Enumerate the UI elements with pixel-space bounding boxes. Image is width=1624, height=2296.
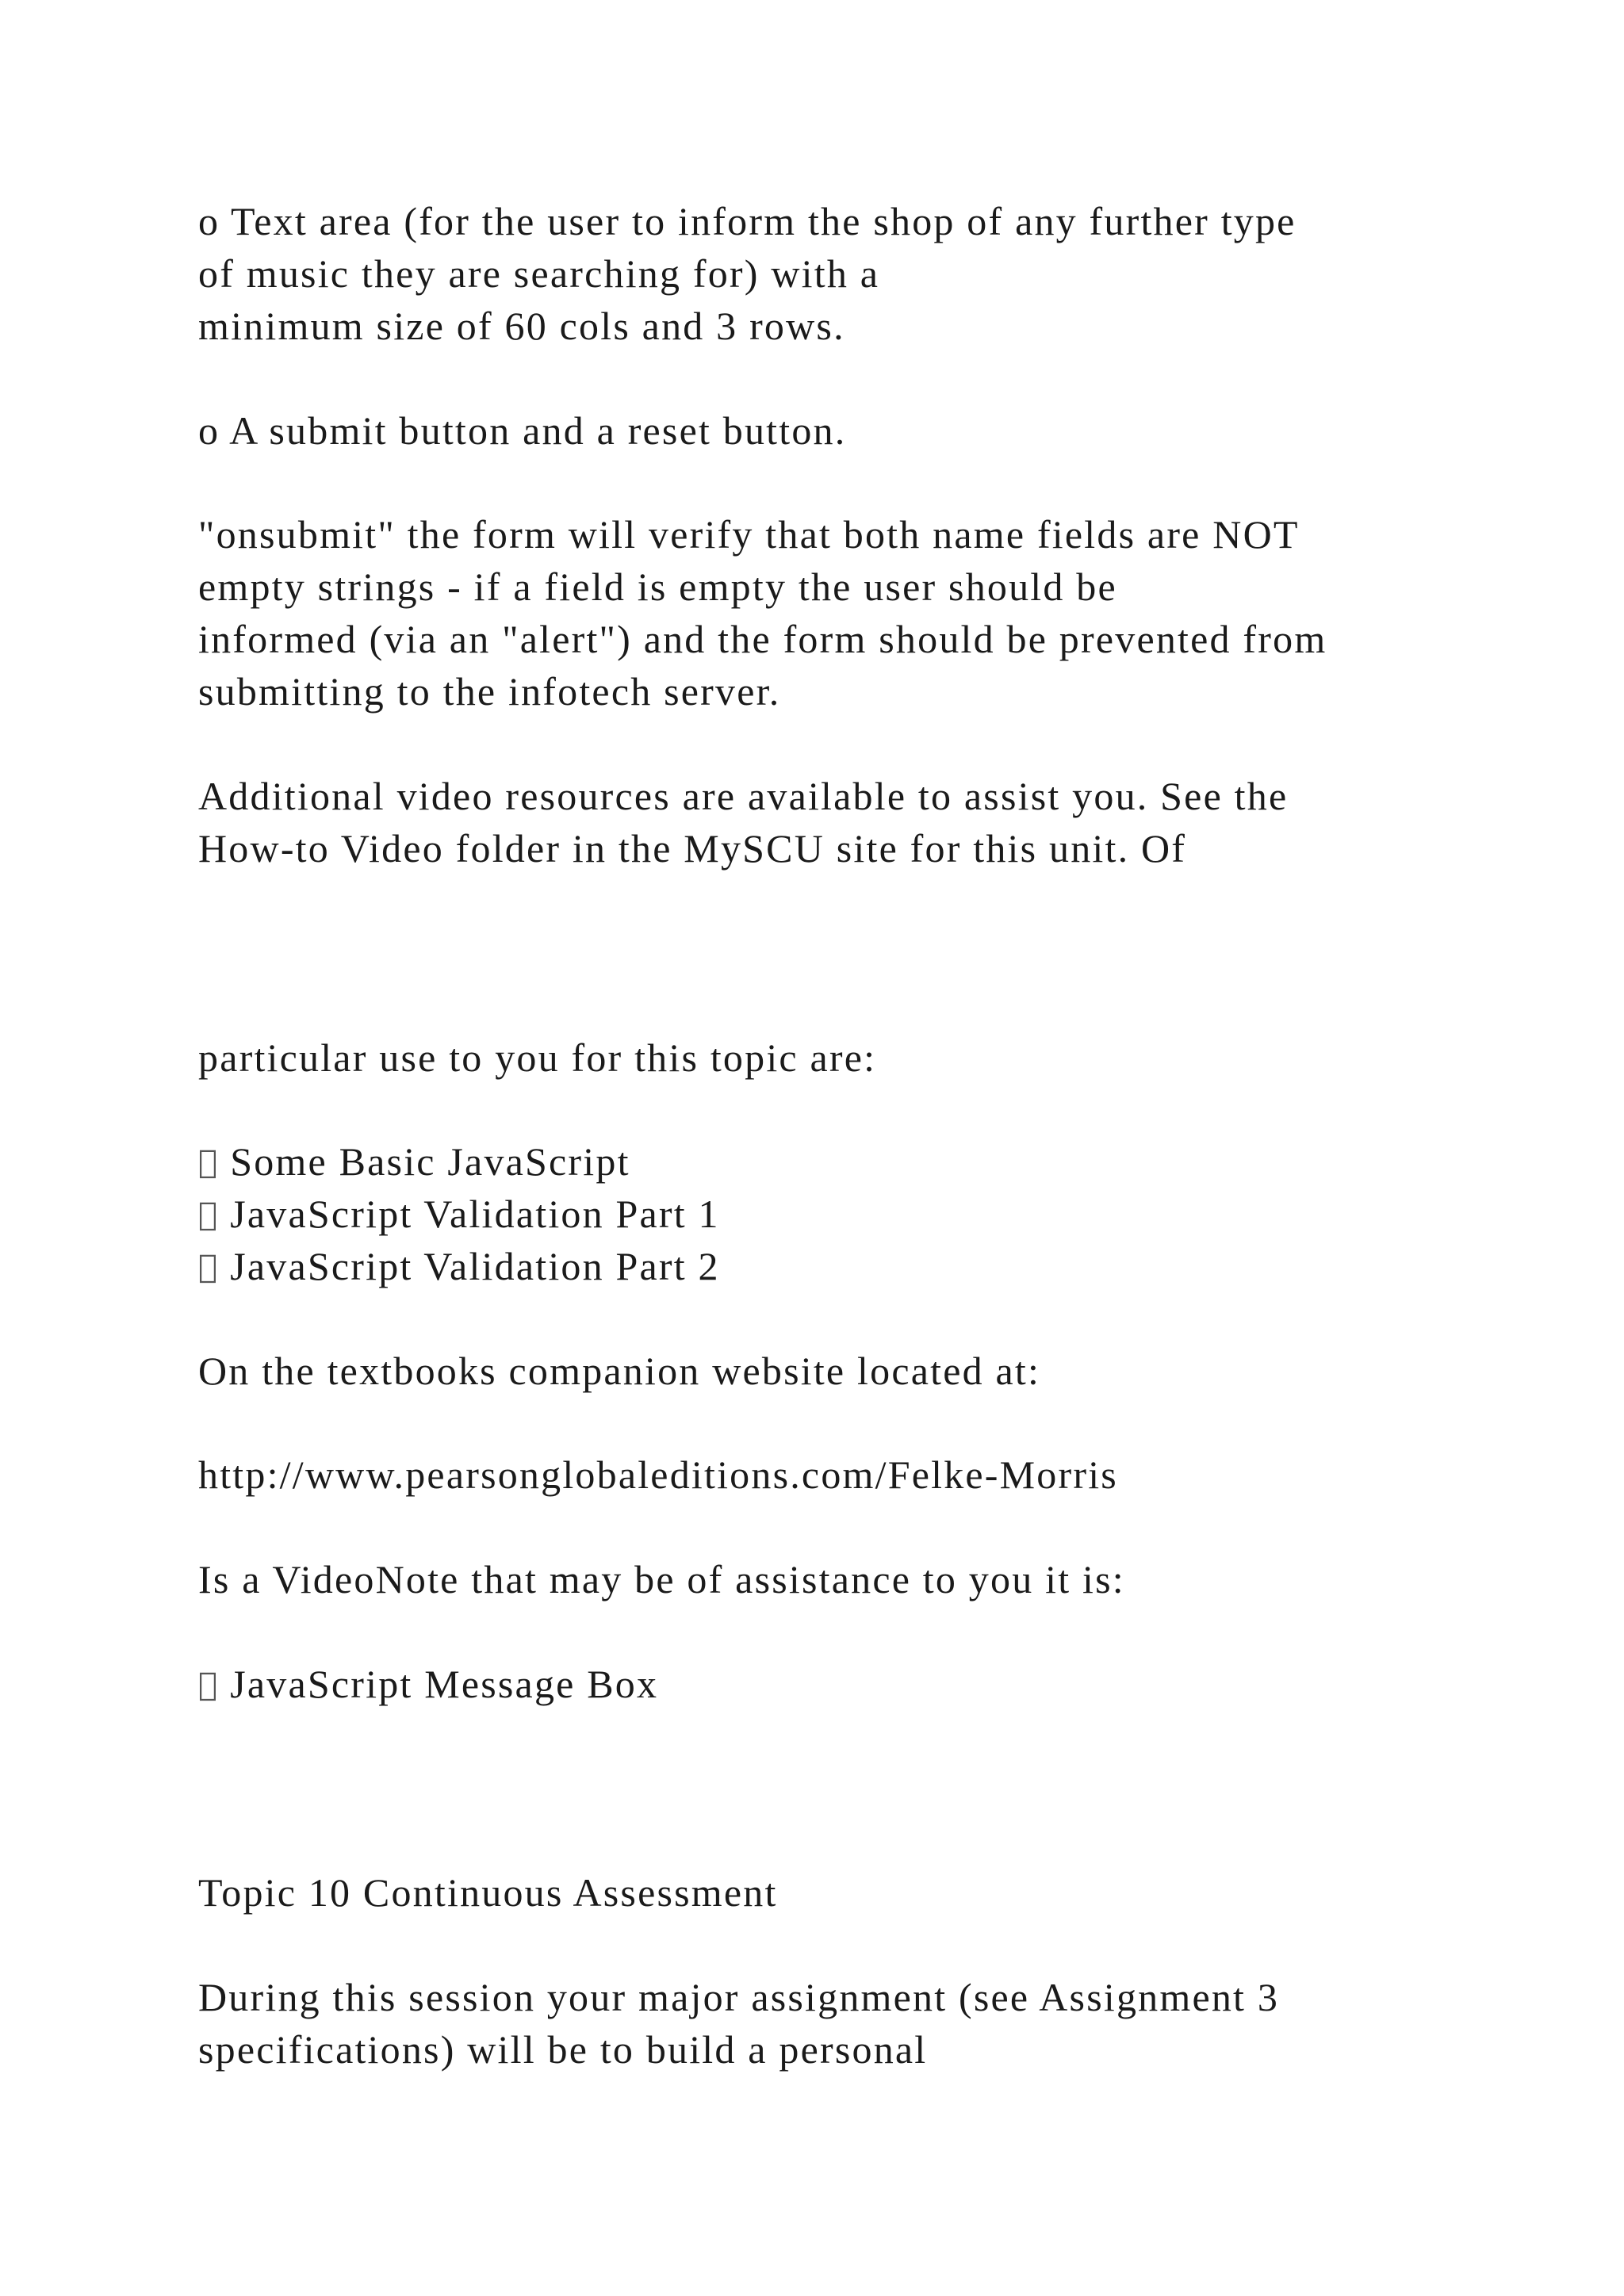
bullet-item bbox=[198, 1658, 658, 1713]
bullet-icon bbox=[198, 1196, 210, 1233]
text-line: o A submit button and a reset button. bbox=[198, 408, 847, 453]
text-line: o Text area (for the user to inform the shop of any further type bbox=[198, 199, 1297, 243]
text-line: On the textbooks companion website located at: bbox=[198, 1349, 1041, 1393]
text-line: minimum size of 60 cols and 3 rows. bbox=[198, 304, 845, 348]
bullet-icon bbox=[198, 1144, 210, 1181]
text-line: particular use to you for this topic are: bbox=[198, 1035, 877, 1080]
text-line: Additional video resources are available to assist you. See the bbox=[198, 774, 1289, 818]
bullet-label: JavaScript Message Box bbox=[220, 1662, 649, 1706]
text-line: submitting to the infotech server. bbox=[198, 669, 781, 714]
text-line: During this session your major assignment (see Assignment 3 bbox=[198, 1975, 1280, 2019]
text-line: empty strings - if a field is empty the user should be bbox=[198, 564, 1117, 609]
url-text: http://www.pearsonglobaleditions.com/Felke-Morris bbox=[198, 1452, 1118, 1497]
bullet-label: JavaScript Validation Part 1 bbox=[220, 1192, 711, 1236]
bullet-item bbox=[198, 1240, 720, 1295]
text-line: "onsubmit" the form will verify that both name fields are NOT bbox=[198, 512, 1300, 557]
section-heading: Topic 10 Continuous Assessment bbox=[198, 1870, 778, 1915]
bullet-item bbox=[198, 1188, 720, 1243]
bullet-icon bbox=[198, 1667, 210, 1703]
bullet-icon bbox=[198, 1249, 210, 1285]
text-line: specifications) will be to build a personal bbox=[198, 2027, 928, 2072]
bullet-label: JavaScript Validation Part 2 bbox=[220, 1244, 711, 1288]
text-line: of music they are searching for) with a bbox=[198, 251, 880, 296]
text-line: Is a VideoNote that may be of assistance to you it is: bbox=[198, 1557, 1125, 1601]
bullet-label: Some Basic JavaScript bbox=[220, 1139, 622, 1184]
text-line: informed (via an "alert") and the form should be prevented from bbox=[198, 617, 1327, 661]
bullet-item bbox=[198, 1135, 630, 1191]
text-line: How-to Video folder in the MySCU site for this unit. Of bbox=[198, 826, 1187, 871]
